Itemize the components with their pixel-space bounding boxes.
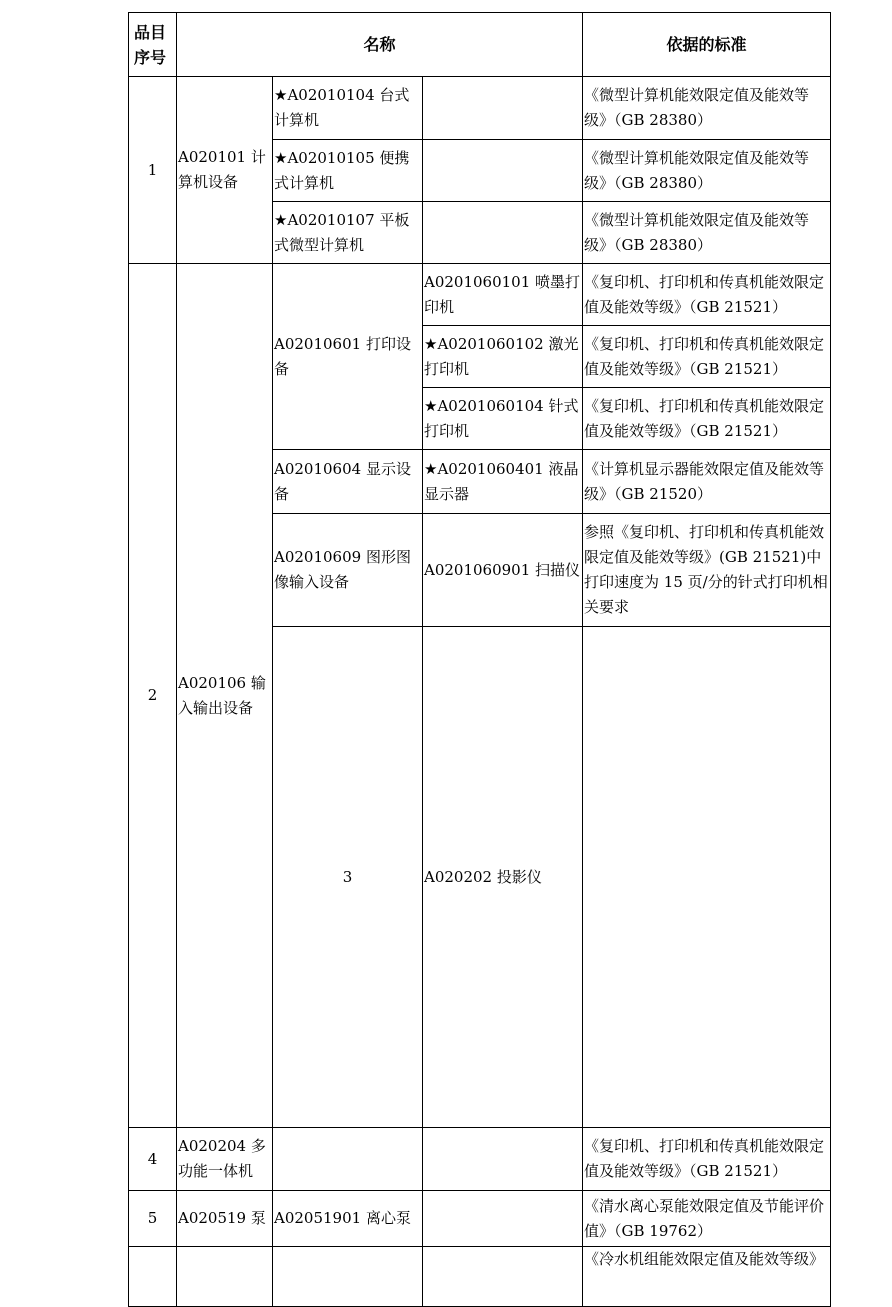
- item-cell: ★A0201060401 液晶显示器: [423, 450, 583, 514]
- table-row: [129, 1191, 831, 1247]
- subcategory-cell: [583, 627, 831, 1128]
- subcategory-cell: A02010601 打印设备: [273, 264, 423, 450]
- item-cell: A0201060901 扫描仪: [423, 514, 583, 627]
- item-cell: [423, 202, 583, 264]
- standard-cell: 《复印机、打印机和传真机能效限定值及能效等级》（GB 21521）: [583, 264, 831, 326]
- subcategory-cell: [273, 1247, 423, 1307]
- item-cell: A0201060101 喷墨打印机: [423, 264, 583, 326]
- table-row: [129, 1128, 831, 1191]
- table-header-row: [129, 13, 831, 77]
- item-number: 2: [129, 264, 177, 1128]
- header-standard: 依据的标准: [583, 13, 831, 77]
- standard-cell: 《清水离心泵能效限定值及节能评价值》（GB 19762）: [583, 1191, 831, 1247]
- category-cell: A020106 输入输出设备: [177, 264, 273, 1128]
- category-cell: [177, 1247, 273, 1307]
- item-number: 4: [129, 1128, 177, 1191]
- item-cell: [423, 77, 583, 140]
- item-cell: [423, 1247, 583, 1307]
- category-cell: A020202 投影仪: [423, 627, 583, 1128]
- subcategory-cell: ★A02010104 台式计算机: [273, 77, 423, 140]
- standard-cell: 参照《复印机、打印机和传真机能效限定值及能效等级》(GB 21521)中打印速度为 15 页/分的针式打印机相关要求: [583, 514, 831, 627]
- energy-standard-table: [128, 12, 831, 1307]
- table-row: [129, 77, 831, 140]
- standard-cell: 《微型计算机能效限定值及能效等级》（GB 28380）: [583, 77, 831, 140]
- standard-cell: 《计算机显示器能效限定值及能效等级》（GB 21520）: [583, 450, 831, 514]
- item-cell: ★A0201060102 激光打印机: [423, 326, 583, 388]
- header-item-number: 品目序号: [129, 13, 177, 77]
- subcategory-cell: A02010604 显示设备: [273, 450, 423, 514]
- category-cell: A020101 计算机设备: [177, 77, 273, 264]
- standard-cell: 《微型计算机能效限定值及能效等级》（GB 28380）: [583, 140, 831, 202]
- standard-cell: 《复印机、打印机和传真机能效限定值及能效等级》（GB 21521）: [583, 1128, 831, 1191]
- item-number: 3: [273, 627, 423, 1128]
- item-cell: ★A0201060104 针式打印机: [423, 388, 583, 450]
- standard-cell: 《复印机、打印机和传真机能效限定值及能效等级》（GB 21521）: [583, 326, 831, 388]
- header-name: 名称: [177, 13, 583, 77]
- subcategory-cell: ★A02010105 便携式计算机: [273, 140, 423, 202]
- category-cell: A020204 多功能一体机: [177, 1128, 273, 1191]
- table-row: [129, 1247, 831, 1307]
- subcategory-cell: A02010609 图形图像输入设备: [273, 514, 423, 627]
- subcategory-cell: A02051901 离心泵: [273, 1191, 423, 1247]
- standard-cell: 《冷水机组能效限定值及能效等级》: [583, 1247, 831, 1307]
- item-number: 5: [129, 1191, 177, 1247]
- item-number: [129, 1247, 177, 1307]
- subcategory-cell: ★A02010107 平板式微型计算机: [273, 202, 423, 264]
- item-cell: [423, 140, 583, 202]
- item-cell: [423, 1191, 583, 1247]
- subcategory-cell: [273, 1128, 423, 1191]
- document-page: [128, 12, 830, 1268]
- item-number: 1: [129, 77, 177, 264]
- standard-cell: 《复印机、打印机和传真机能效限定值及能效等级》（GB 21521）: [583, 388, 831, 450]
- standard-cell: 《微型计算机能效限定值及能效等级》（GB 28380）: [583, 202, 831, 264]
- table-row: [129, 264, 831, 326]
- item-cell: [423, 1128, 583, 1191]
- category-cell: A020519 泵: [177, 1191, 273, 1247]
